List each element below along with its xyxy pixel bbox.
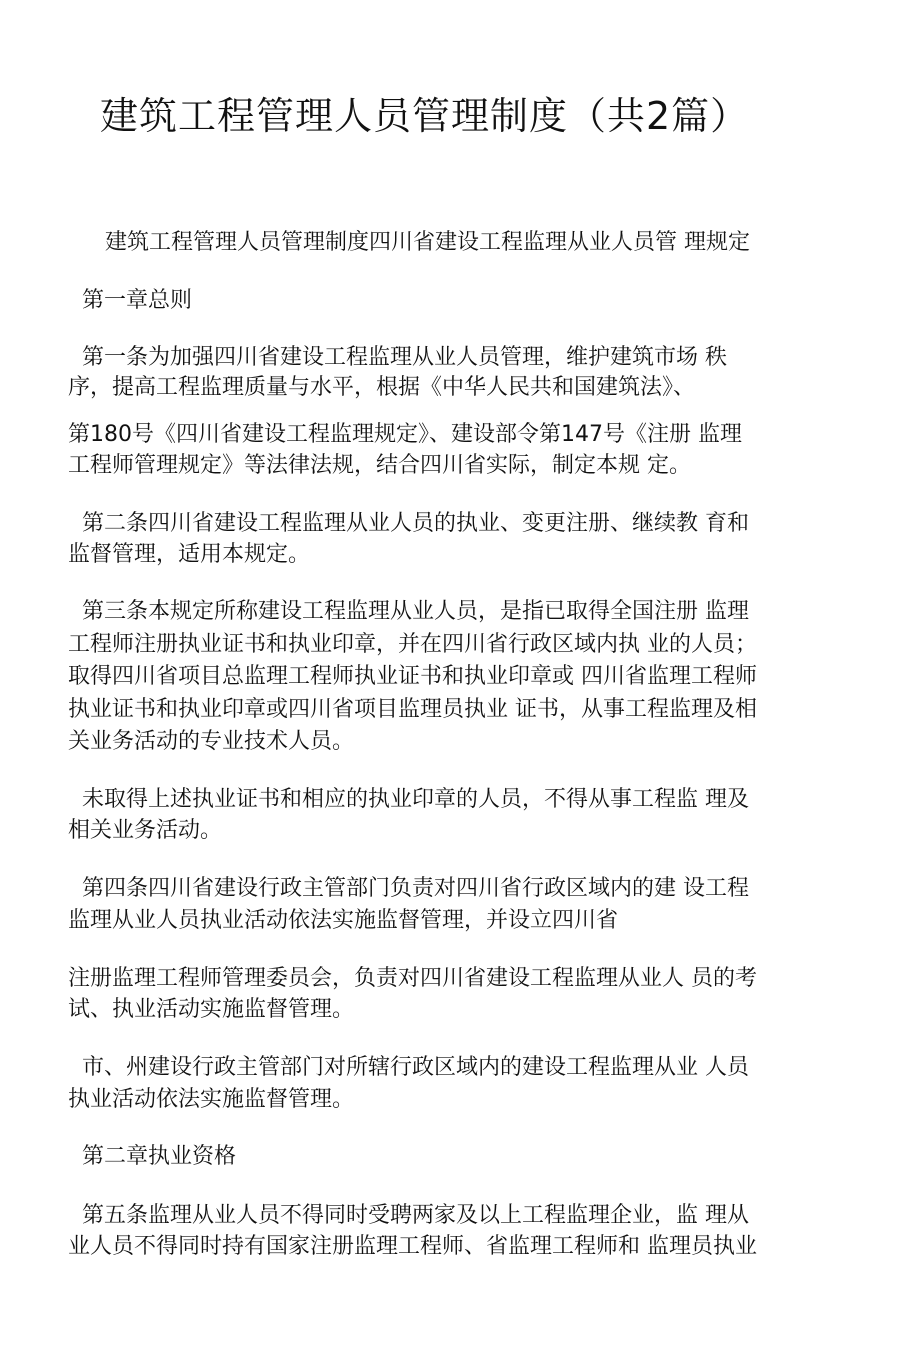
paragraph-line: 监督管理，适用本规定。 — [68, 542, 311, 567]
paragraph-line: 工程师注册执业证书和执业印章，并在四川省行政区域内执 业的人员； — [68, 632, 757, 657]
paragraph-line: 取得四川省项目总监理工程师执业证书和执业印章或 四川省监理工程师 — [68, 664, 757, 689]
paragraph-line: 未取得上述执业证书和相应的执业印章的人员，不得从事工程监 理及 — [82, 787, 749, 812]
paragraph-line: 执业活动依法实施监督管理。 — [68, 1087, 355, 1112]
paragraph-line: 工程师管理规定》等法律法规，结合四川省实际，制定本规 定。 — [68, 453, 691, 478]
paragraph-line: 关业务活动的专业技术人员。 — [68, 729, 355, 754]
paragraph-line: 监理从业人员执业活动依法实施监督管理，并设立四川省 — [68, 908, 619, 933]
paragraph-line: 第一条为加强四川省建设工程监理从业人员管理，维护建筑市场 秩 — [82, 345, 727, 370]
paragraph-line: 第180号《四川省建设工程监理规定》、建设部令第147号《注册 监理 — [68, 422, 742, 447]
paragraph-line: 第五条监理从业人员不得同时受聘两家及以上工程监理企业，监 理从 — [82, 1203, 749, 1228]
chapter-heading: 第一章总则 — [82, 288, 193, 313]
paragraph-line: 第三条本规定所称建设工程监理从业人员，是指已取得全国注册 监理 — [82, 599, 749, 624]
paragraph-line: 试、执业活动实施监督管理。 — [68, 997, 355, 1022]
chapter-heading: 第二章执业资格 — [82, 1144, 237, 1169]
paragraph-line: 业人员不得同时持有国家注册监理工程师、省监理工程师和 监理员执业 — [68, 1234, 757, 1259]
paragraph-line: 市、州建设行政主管部门对所辖行政区域内的建设工程监理从业 人员 — [82, 1055, 749, 1080]
paragraph-line: 相关业务活动。 — [68, 818, 223, 843]
paragraph-line: 注册监理工程师管理委员会，负责对四川省建设工程监理从业人 员的考 — [68, 966, 757, 991]
document-title: 建筑工程管理人员管理制度（共2篇） — [100, 94, 750, 138]
paragraph-line: 执业证书和执业印章或四川省项目监理员执业 证书，从事工程监理及相 — [68, 697, 757, 722]
paragraph-line: 序，提高工程监理质量与水平，根据《中华人民共和国建筑法》、 — [68, 375, 696, 400]
paragraph-line: 第四条四川省建设行政主管部门负责对四川省行政区域内的建 设工程 — [82, 876, 749, 901]
paragraph-line: 第二条四川省建设工程监理从业人员的执业、变更注册、继续教 育和 — [82, 511, 749, 536]
document-subtitle: 建筑工程管理人员管理制度四川省建设工程监理从业人员管 理规定 — [105, 230, 750, 255]
